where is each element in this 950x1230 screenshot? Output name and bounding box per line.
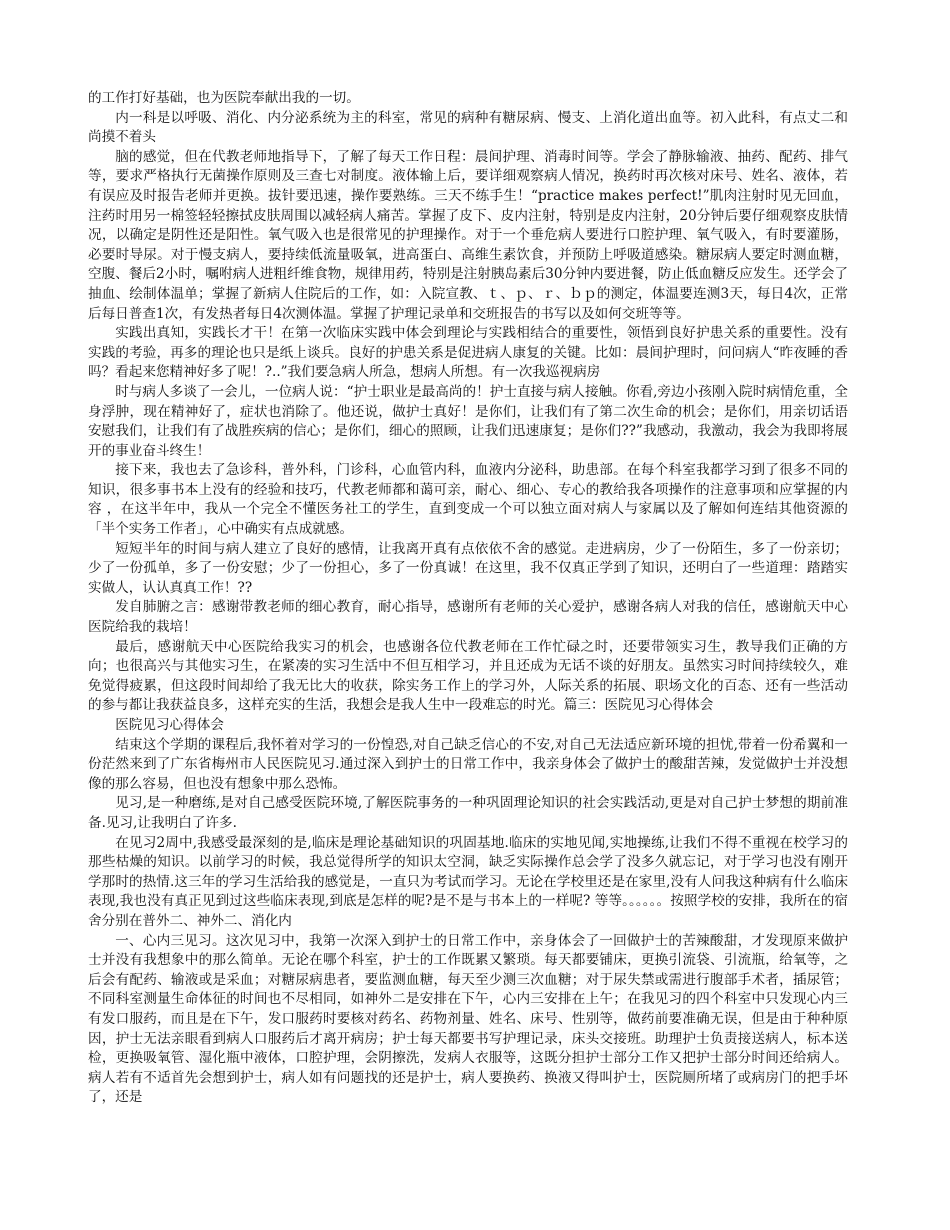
paragraph-nursing-skills: 脑的感觉，但在代教老师地指导下，了解了每天工作日程：晨间护理、消毒时间等。学会了静脉输液、抽药、配药、排气等，要求严格执行无菌操作原则及三查七对制度。液体输上后，要详细观察病人情况，换药时再次核对床号、姓名、液体，若有误应及时报告老师并更换。拔针要迅速，操作要熟练。三天不练手生！“practice makes perfect!”肌肉注射时见无回血，注药时用另一棉签轻轻擦拭皮肤周围以减轻病人痛苦。掌握了皮下、皮内注射，特别是皮内注射，20分钟后要仔细观察皮肤情况，以确定是阴性还是阳性。氧气吸入也是很常见的护理操作。对于一个垂危病人要进行口腔护理、氧气吸入，有时要灌肠，必要时导尿。对于慢支病人，要持续低流量吸氧，进高蛋白、高维生素饮食，并预防上呼吸道感染。糖尿病人要定时测血糖，空腹、餐后2小时，嘱咐病人进粗纤维食物，规律用药，特别是注射胰岛素后30分钟内要进餐，防止低血糖反应发生。还学会了抽血、绘制体温单；掌握了新病人住院后的工作，如：入院宣教、ｔ、ｐ、ｒ、ｂｐ的测定，体温要连测3天，每日4次，正常后每日普查1次，有发热者每日4次测体温。掌握了护理记录单和交班报告的书写以及如何交班等等。 [88, 148, 849, 322]
paragraph-internal-medicine-intro: 内一科是以呼吸、消化、内分泌系统为主的科室，常见的病种有糖尿病、慢支、上消化道出血等。初入此科，有点丈二和尚摸不着头 [88, 109, 848, 146]
document-page [88, 89, 848, 1108]
paragraph-cardiology-ward: 一、心内三见习。这次见习中，我第一次深入到护士的日常工作中，亲身体会了一回做护士的苦辣酸甜，才发现原来做护士并没有我想象中的那么简单。无论在哪个科室，护士的工作既累又繁琐。每天都要铺床，更换引流袋、引流瓶，给氧等，之后会有配药、输液或是采血；对糖尿病患者，要监测血糖，每天至少测三次血糖；对于尿失禁或需进行腹部手术者，插尿管；不同科室测量生命体征的时间也不尽相同，如神外二是安排在下午，心内三安排在上午；在我见习的四个科室中只发现心内三有发口服药，而且是在下午，发口服药时要核对药名、药物剂量、姓名、床号、性别等，做药前要准确无误，但是由于种种原因，护士无法亲眼看到病人口服药后才离开病房；护士每天都要书写护理记录，床头交接班。助理护士负责接送病人，标本送检，更换吸氧管、湿化瓶中液体，口腔护理，会阴擦洗，发病人衣服等，这既分担护士部分工作又把护士部分时间还给病人。病人若有不适首先会想到护士，病人如有问题找的还是护士，病人要换药、换液又得叫护士，医院厕所堵了或病房门的把手坏了，还是 [88, 932, 848, 1106]
paragraph-patient-talk: 时与病人多谈了一会儿，一位病人说：“护士职业是最高尚的！护士直接与病人接触。你看,旁边小孩刚入院时病情危重，全身浮肿，现在精神好了，症状也消除了。他还说，做护士真好！是你们，让我们有了第二次生命的机会；是你们，用亲切话语安慰我们，让我们有了战胜疾病的信心；是你们，细心的照顾，让我们迅速康复；是你们??”我感动，我激动，我会为我即将展开的事业奋斗终生！ [88, 383, 848, 459]
paragraph-thanks: 发自肺腑之言：感谢带教老师的细心教育，耐心指导，感谢所有老师的关心爱护，感谢各病人对我的信任，感谢航天中心医院给我的栽培！ [88, 599, 848, 636]
paragraph-internship-meaning: 见习,是一种磨练,是对自己感受医院环境,了解医院事务的一种巩固理论知识的社会实践活动,更是对自己护士梦想的期前准备.见习,让我明白了许多. [88, 795, 848, 831]
paragraph-final-thanks: 最后，感谢航天中心医院给我实习的机会，也感谢各位代教老师在工作忙碌之时，还要带领实习生，教导我们正确的方向；也很高兴与其他实习生，在紧凑的实习生活中不但互相学习，并且还成为无话不谈的好朋友。虽然实习时间持续较久，难免觉得疲累，但这段时间却给了我无比大的收获，除实务工作上的学习外，人际关系的拓展、职场文化的百态、还有一些活动的参与都让我获益良多，这样充实的生活，我想会是我人生中一段难忘的时光。篇三：医院见习心得体会 [88, 638, 848, 714]
paragraph-continuation: 的工作打好基础，也为医院奉献出我的一切。 [88, 90, 360, 106]
paragraph-semester-end: 结束这个学期的课程后,我怀着对学习的一份惶恐,对自己缺乏信心的不安,对自己无法适应新环境的担忧,带着一份希翼和一份茫然来到了广东省梅州市人民医院见习.通过深入到护士的日常工作中，我亲身体会了做护士的酸甜苦辣，发觉做护士并没想像的那么容易，但也没有想象中那么恐怖。 [88, 736, 848, 792]
paragraph-half-year: 短短半年的时间与病人建立了良好的感情，让我离开真有点依依不舍的感觉。走进病房，少了一份陌生，多了一份亲切；少了一份孤单，多了一份安慰；少了一份担心，多了一份真诚！在这里，我不仅真正学到了知识，还明白了一些道理：踏踏实实做人，认认真真工作！?? [88, 540, 848, 596]
paragraph-departments: 接下来，我也去了急诊科，普外科，门诊科，心血管内科，血液内分泌科，助患部。在每个科室我都学习到了很多不同的知识，很多事书本上没有的经验和技巧，代教老师都和蔼可亲，耐心、细心、专心的教给我各项操作的注意事项和应掌握的内容 ，在这半年中，我从一个完全不懂医务社工的学生，直到变成一个可以独立面对病人与家属以及了解如何连结其他资源的「半个实务工作者」，心中确实有点成就感。 [88, 462, 848, 538]
paragraph-practice-knowledge: 实践出真知，实践长才干！在第一次临床实践中体会到理论与实践相结合的重要性，领悟到良好护患关系的重要性。没有实践的考验，再多的理论也只是纸上谈兵。良好的护患关系是促进病人康复的关键。比如：晨间护理时，问问病人“昨夜睡的香吗？看起来您精神好多了呢！?..”我们要急病人所急，想病人所想。有一次我巡视病房 [88, 325, 848, 381]
section-heading: 医院见习心得体会 [115, 717, 224, 733]
paragraph-two-weeks: 在见习2周中,我感受最深刻的是,临床是理论基础知识的巩固基地.临床的实地见闻,实地操练,让我们不得不重视在校学习的那些枯燥的知识。以前学习的时候，我总觉得所学的知识太空洞，缺乏实际操作总会学了没多久就忘记，对于学习也没有刚开学那时的热情.这三年的学习生活给我的感觉是，一直只为考试而学习。无论在学校里还是在家里,没有人问我这种病有什么临床表现,我也没有真正见到过这些临床表现,到底是怎样的呢?是不是与书本上的一样呢? 等等。。。。。。按照学校的安排，我所在的宿舍分别在普外二、神外二、消化内 [88, 834, 848, 929]
